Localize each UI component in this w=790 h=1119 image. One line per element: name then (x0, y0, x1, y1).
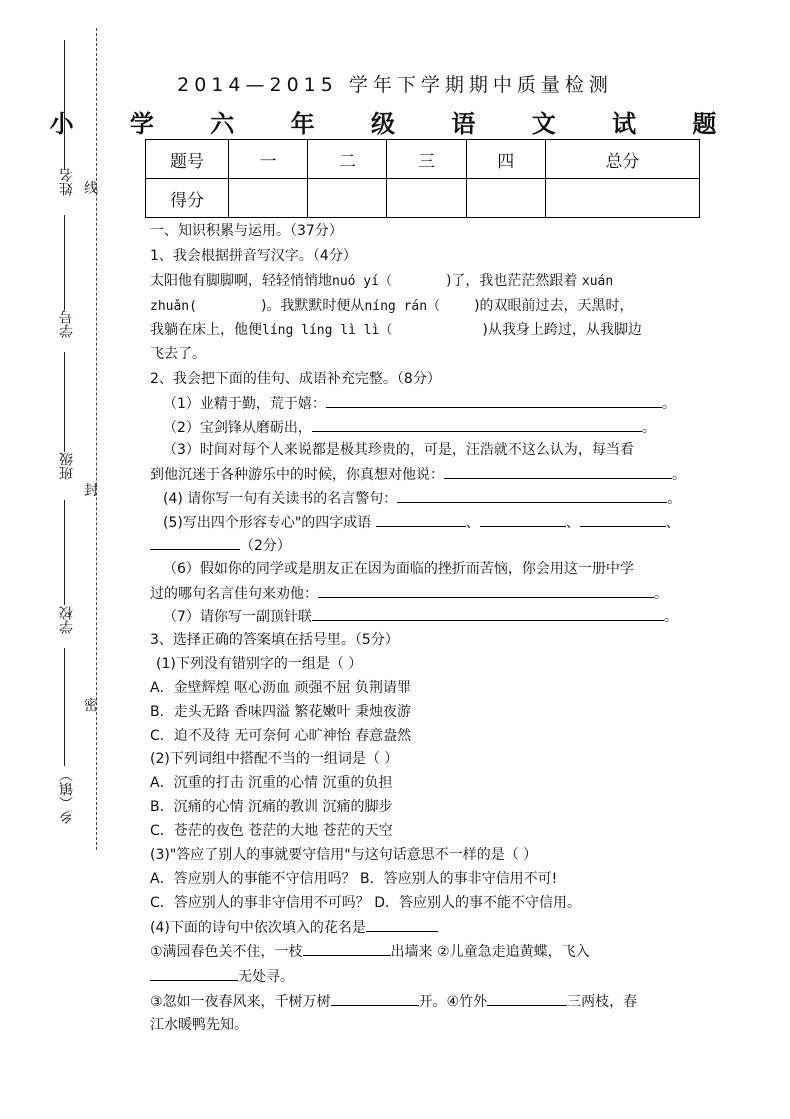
section-title: 一、知识积累与运用。（37分） (150, 223, 343, 239)
answer-blank[interactable] (480, 512, 566, 527)
score-cell[interactable] (466, 179, 545, 218)
text-line: zhuǎn( )。我默默时便从níng rán（ )的双眼前过去，天黑时， (150, 298, 634, 314)
score-table (145, 139, 700, 218)
answer-blank[interactable] (312, 417, 642, 432)
score-cell[interactable] (387, 179, 466, 218)
binding-dashed-line (96, 28, 97, 850)
number-label: 学号 (59, 310, 75, 338)
option-line: B．走头无路 香味四溢 繁花嫩叶 秉烛夜游 (150, 704, 411, 720)
text-line: 我躺在床上，他便líng líng lì lì（ )从我身上跨过，从我脚边 (150, 322, 642, 338)
answer-blank[interactable] (376, 512, 466, 527)
option-line: B．沉痛的心情 沉痛的教训 沉痛的脚步 (150, 799, 393, 815)
answer-blank[interactable] (318, 583, 654, 598)
option-line: C．苍茫的夜色 苍茫的大地 苍茫的天空 (150, 823, 393, 839)
answer-blank[interactable] (580, 512, 666, 527)
sub-question: (1)下列没有错别字的一组是（ ） (156, 656, 363, 672)
option-line: A．金壁辉煌 呕心沥血 顽强不屈 负荆请罪 (150, 680, 411, 696)
answer-blank[interactable] (312, 606, 664, 621)
score-cell[interactable] (308, 179, 387, 218)
option-line: A．答应别人的事能不守信用吗？ B．答应别人的事非守信用不可! (150, 871, 558, 887)
question-title: 2、我会把下面的佳句、成语补充完整。（8分） (150, 371, 441, 387)
option-line: A．沉重的打击 沉重的心情 沉重的负担 (150, 775, 393, 791)
text-line: （2）宝剑锋从磨砺出， 。 (163, 417, 656, 438)
text-line: （1）业精于勤，荒于嬉： 。 (163, 393, 676, 414)
question-title: 3、选择正确的答案填在括号里。（5分） (150, 632, 399, 648)
seal-char-mi: 密 (84, 698, 98, 714)
table-cell: 题号 (146, 140, 229, 179)
text-line: 无处寻。 (150, 966, 294, 987)
score-cell[interactable] (229, 179, 308, 218)
text-line: 江水暖鸭先知。 (150, 1017, 248, 1033)
text-line: (5)写出四个形容专心"的四字成语 、 、 、 (163, 512, 680, 533)
question-title: 1、我会根据拼音写汉字。（4分） (150, 248, 357, 264)
text-line: 过的哪句名言佳句来劝他： 。 (150, 583, 668, 604)
table-cell: 得分 (146, 179, 229, 218)
table-cell: 四 (466, 140, 545, 179)
sub-question: (3)"答应了别人的事就要守信用"与这句话意思不一样的是（ ） (150, 847, 538, 863)
text-line: 飞去了。 (150, 346, 206, 362)
sub-question: (2)下列词组中搭配不当的一组词是（ ） (150, 751, 399, 767)
text-line: (4) 请你写一句有关读书的名言警句： 。 (163, 488, 681, 509)
table-cell: 一 (229, 140, 308, 179)
answer-blank[interactable] (397, 488, 667, 503)
text-line: ③忽如一夜春风来，千树万树 开。④竹外 三两枝，春 (150, 991, 637, 1012)
text-line: 太阳他有脚脚啊，轻轻悄悄地nuó yí（ )了，我也茫茫然跟着 xuán (150, 273, 614, 289)
text-line: ①满园春色关不住，一枝 出墙来 ②儿童急走追黄蝶，飞入 (150, 941, 590, 962)
seal-char-xian: 线 (84, 181, 98, 197)
number-blank-line (64, 215, 65, 310)
option-line: C．答应别人的事非守信用不可吗？ D．答应别人的事不能不守信用。 (150, 895, 582, 911)
text-line: （2分） (150, 535, 291, 556)
table-cell: 三 (387, 140, 466, 179)
table-cell: 总分 (545, 140, 699, 179)
school-blank-line (64, 500, 65, 605)
exam-title: 2014—2015 学年下学期期中质量检测 (177, 74, 613, 96)
table-cell: 二 (308, 140, 387, 179)
town-label: 乡（镇） (59, 768, 75, 824)
table-row (146, 179, 700, 218)
answer-blank[interactable] (150, 966, 238, 981)
text-line: 到他沉迷于各种游乐中的时候，你真想对他说： 。 (150, 464, 686, 485)
text-line: （6）假如你的同学或是朋友正在因为面临的挫折而苦恼，你会用这一册中学 (163, 561, 634, 577)
score-cell[interactable] (545, 179, 699, 218)
text-line: （7）请你写一副顶针联 。 (163, 606, 678, 627)
answer-blank[interactable] (366, 917, 438, 932)
class-blank-line (64, 352, 65, 452)
sub-question: (4)下面的诗句中依次填入的花名是 (150, 917, 438, 938)
seal-char-feng: 封 (84, 483, 98, 499)
school-label: 学校 (59, 606, 75, 634)
paper-title: 小 学 六 年 级 语 文 试 题 (49, 110, 741, 138)
answer-blank[interactable] (326, 393, 662, 408)
class-label: 班级 (59, 452, 75, 480)
town-blank-line (64, 648, 65, 766)
answer-blank[interactable] (150, 535, 240, 550)
answer-blank[interactable] (303, 941, 391, 956)
text-line: （3）时间对每个人来说都是极其珍贵的，可是，汪浩就不这么认为，每当看 (163, 442, 634, 458)
table-row (146, 140, 700, 179)
answer-blank[interactable] (487, 991, 567, 1006)
answer-blank[interactable] (444, 464, 672, 479)
answer-blank[interactable] (331, 991, 419, 1006)
name-label: 姓名 (59, 168, 75, 196)
option-line: C．迫不及待 无可奈何 心旷神怡 春意盎然 (150, 728, 412, 744)
